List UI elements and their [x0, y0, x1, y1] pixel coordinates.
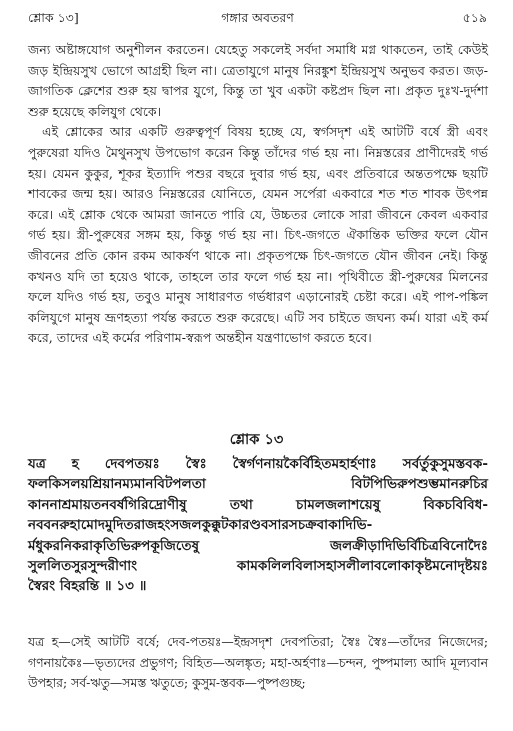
purport-text — [28, 40, 488, 349]
verse-line: সুললিতসুরসুন্দরীণাং কামকলিলবিলাসহাসলীলাবলোকাকৃষ্টমনোদৃষ্টয়ঃ — [28, 558, 488, 575]
sanskrit-verse — [28, 454, 488, 597]
purport-paragraph-2: এই শ্লোকের আর একটি গুরুত্বপূর্ণ বিষয় হচ্ছে যে, স্বর্গসদৃশ এই আটটি বর্ষে স্ত্রী এবং পুরুষেরা যদিও মৈথুনসুখ উপভোগ করেন কিন্তু তাঁদের গর্ভ হয় না। নিম্নস্তরের প্রাণীদেরই গর্ভ হয়। যেমন কুকুর, শূকর ইত্যাদি পশুর বছরে দুবার গর্ভ হয়, এবং প্রতিবারে অন্ততপক্ষে ছয়টি শাবকের জন্ম হয়। আরও নিম্নস্তরের যোনিতে, যেমন সর্পেরা একবারে শত শত শাবক উৎপন্ন করে। এই শ্লোক থেকে আমরা জানতে পারি যে, উচ্চতর লোকে সারা জীবনে কেবল একবার গর্ভ হয়। স্ত্রী-পুরুষের সঙ্গম হয়, কিন্তু গর্ভ হয় না। চিৎ-জগতে ঐকান্তিক ভক্তির ফলে যৌন জীবনের প্রতি কোন রকম আকর্ষণ থাকে না। প্রকৃতপক্ষে চিৎ-জগতে যৌন জীবন নেই। কিন্তু কখনও যদি তা হয়েও থাকে, তাহলে তার ফলে গর্ভ হয় না। পৃথিবীতে স্ত্রী-পুরুষের মিলনের ফলে যদিও গর্ভ হয়, তবুও মানুষ সাধারণত গর্ভধারণ এড়ানোরই চেষ্টা করে। এই পাপ-পঙ্কিল কলিযুগে মানুষ ভ্রূণহত্যা পর্যন্ত করতে শুরু করেছে। এটি সব চাইতে জঘন্য কর্ম। যারা এই কর্ম করে, তাদের এই কর্মের পরিণাম-স্বরূপ অন্তহীন যন্ত্রণাভোগ করতে হবে। — [28, 124, 488, 346]
synonyms-text: যত্র হ—সেই আটটি বর্ষে; দেব-পতয়ঃ—ইন্দ্রসদৃশ দেবপতিরা; স্বৈঃ স্বৈঃ—তাঁদের নিজেদের; গণনায়কৈঃ—ভৃত্যদের প্রভুগণ; বিহিত—অলঙ্কৃত; মহা-অর্হণাঃ—চন্দন, পুষ্পমাল্য আদি মূল্যবান উপহার; সর্ব-ঋতু—সমস্ত ঋতুতে; কুসুম-স্তবক—পুষ্পগুচ্ছ; — [28, 634, 488, 691]
page-number: ৫১৯ — [462, 10, 487, 25]
verse-heading: শ্লোক ১৩ — [229, 431, 284, 448]
verse-line: নববনরুহামোদমুদিতরাজহংসজলকুক্কুটকারণ্ডবসারসচক্রবাকাদিভি- — [28, 517, 373, 534]
verse-line: কাননাশ্রমায়তনবর্ষগিরিদ্রোণীষু তথা চামলজলাশয়েষু বিকচবিবিধ- — [28, 496, 488, 513]
verse-line: যত্র হ দেবপতয়ঃ স্বৈঃ স্বৈর্গণনায়কৈর্বিহিতমহার্হণাঃ সর্বর্তুকুসুমস্তবক- — [28, 456, 488, 472]
chapter-title: গঙ্গার অবতরণ — [221, 10, 294, 25]
verse-reference: শ্লোক ১৩] — [28, 10, 79, 25]
verse-line: ফলকিসলয়শ্রিয়ানম্যমানবিটপলতা বিটপিভিরুপশুম্ভমানরুচির — [28, 476, 488, 493]
verse-line: র্মধুকরনিকরাকৃতিভিরুপকূজিতেষু জলক্রীড়াদিভির্বিচিত্রবিনোদৈঃ — [28, 537, 488, 554]
word-meanings — [28, 632, 488, 694]
page-header — [28, 10, 487, 30]
verse-line: স্বৈরং বিহরন্তি ॥ ১৩ ॥ — [28, 578, 147, 595]
purport-paragraph-1: জন্য অষ্টাঙ্গযোগ অনুশীলন করতেন। যেহেতু সকলেই সর্বদা সমাধি মগ্ন থাকতেন, তাই কেউই জড় ইন্দ্রিয়সুখ ভোগে আগ্রহী ছিল না। ত্রেতাযুগে মানুষ নিরঙ্কুশ ইন্দ্রিয়সুখ অনুভব করত। জড়-জাগতিক ক্লেশের শুরু হয় দ্বাপর যুগে, কিন্তু তা খুব একটা কষ্টপ্রদ ছিল না। প্রকৃত দুঃখ-দুর্দশা শুরু হয়েছে কলিযুগ থেকে। — [28, 42, 488, 119]
